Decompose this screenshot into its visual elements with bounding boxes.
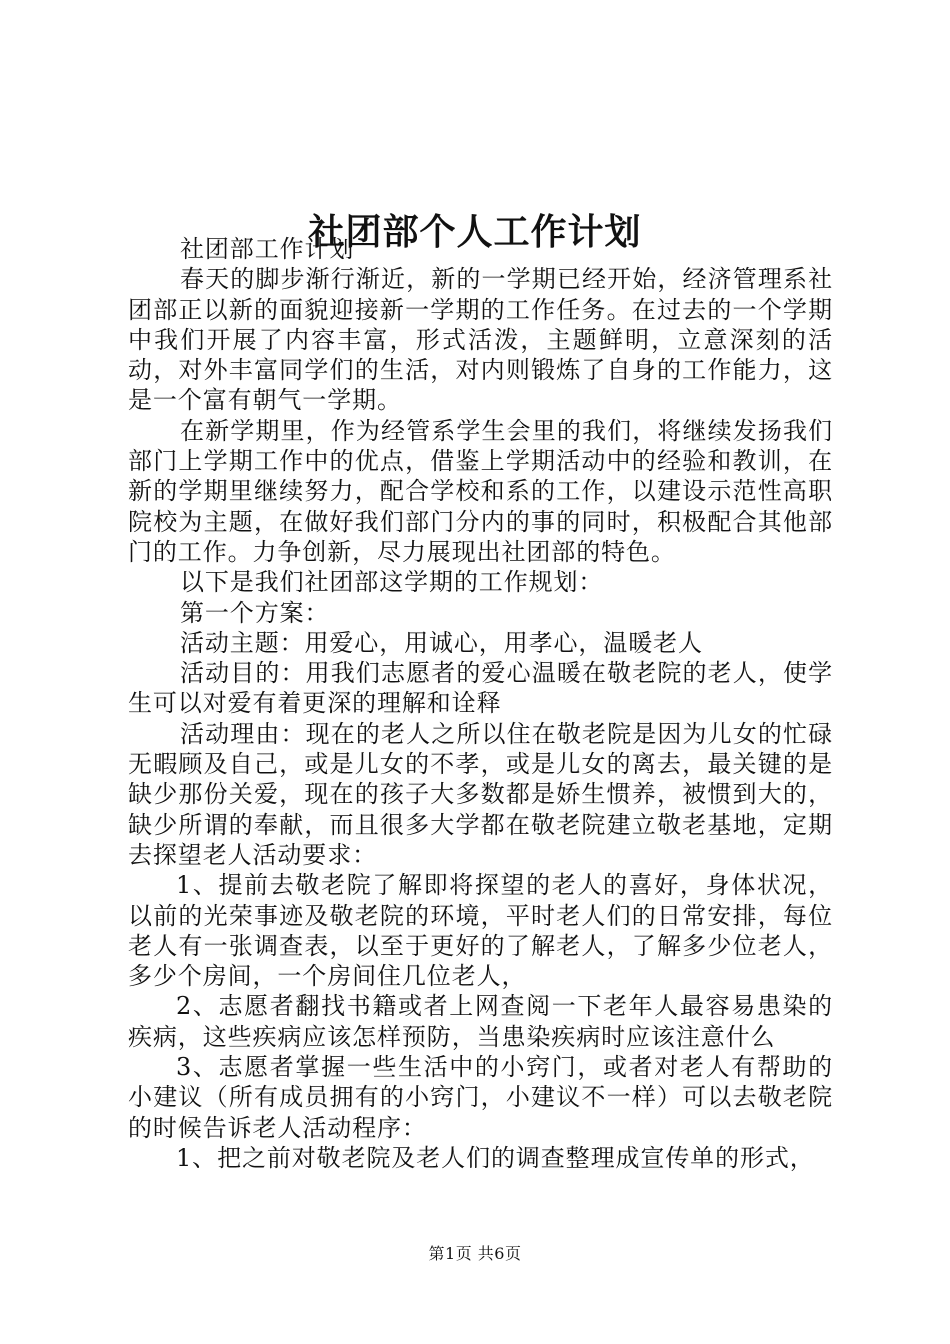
document-body xyxy=(128,234,833,1173)
paragraph-activity-reason: 活动理由：现在的老人之所以住在敬老院是因为儿女的忙碌无暇顾及自己，或是儿女的不孝，或是儿女的离去，最关键的是缺少那份关爱，现在的孩子大多数都是娇生惯养，被惯到大的，缺少所谓的奉献，而且很多大学都在敬老院建立敬老基地，定期去探望老人活动要求： xyxy=(128,719,833,869)
paragraph-requirement-3: 3、志愿者掌握一些生活中的小窍门，或者对老人有帮助的小建议（所有成员拥有的小窍门，小建议不一样）可以去敬老院的时候告诉老人活动程序： xyxy=(128,1053,833,1142)
paragraph-intro: 春天的脚步渐行渐近，新的一学期已经开始，经济管理系社团部正以新的面貌迎接新一学期的工作任务。在过去的一个学期中我们开展了内容丰富，形式活泼，主题鲜明，立意深刻的活动，对外丰富同学们的生活，对内则锻炼了自身的工作能力，这是一个富有朝气一学期。 xyxy=(128,265,833,415)
paragraph-requirement-2: 2、志愿者翻找书籍或者上网查阅一下老年人最容易患染的疾病，这些疾病应该怎样预防，当患染疾病时应该注意什么 xyxy=(128,992,833,1051)
document-title: 社团部个人工作计划 xyxy=(308,211,642,254)
paragraph-procedure-1: 1、把之前对敬老院及老人们的调查整理成宣传单的形式， xyxy=(176,1143,815,1172)
page-footer: 第1页 共6页 xyxy=(428,1244,522,1263)
paragraph-subtitle: 社团部工作计划 xyxy=(180,235,355,263)
paragraph-plan-one: 第一个方案： xyxy=(180,598,330,627)
paragraph-activity-purpose: 活动目的：用我们志愿者的爱心温暖在敬老院的老人，使学生可以对爱有着更深的理解和诠释 xyxy=(128,659,833,718)
paragraph-plan-lead: 以下是我们社团部这学期的工作规划： xyxy=(180,568,604,597)
paragraph-activity-theme: 活动主题：用爱心，用诚心，用孝心，温暖老人 xyxy=(180,628,703,657)
paragraph-new-semester: 在新学期里，作为经管系学生会里的我们，将继续发扬我们部门上学期工作中的优点，借鉴上学期活动中的经验和教训，在新的学期里继续努力，配合学校和系的工作，以建设示范性高职院校为主题，在做好我们部门分内的事的同时，积极配合其他部门的工作。力争创新，尽力展现出社团部的特色。 xyxy=(128,416,833,566)
paragraph-requirement-1: 1、提前去敬老院了解即将探望的老人的喜好，身体状况，以前的光荣事迹及敬老院的环境，平时老人们的日常安排，每位老人有一张调查表，以至于更好的了解老人，了解多少位老人，多少个房间，一个房间住几位老人， xyxy=(128,871,833,991)
